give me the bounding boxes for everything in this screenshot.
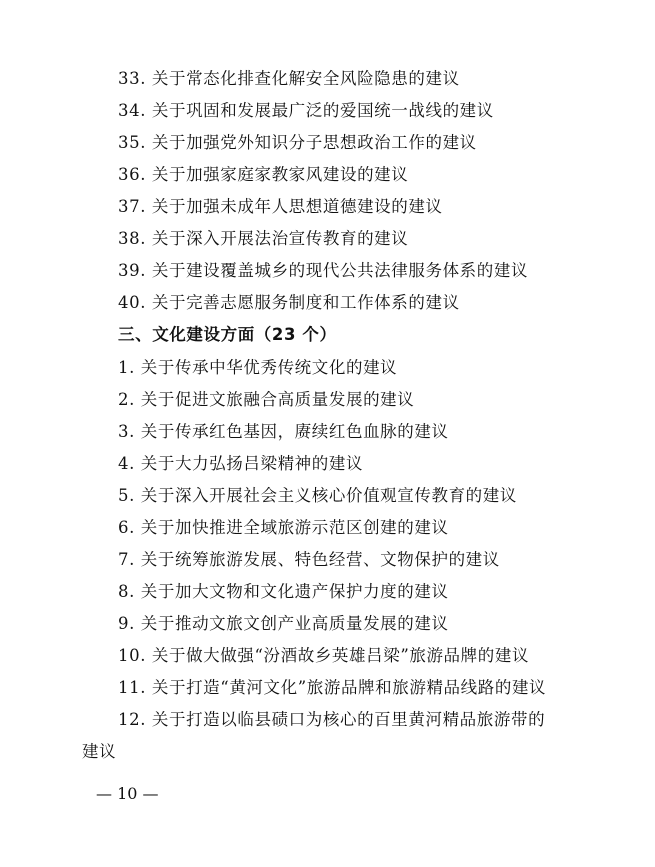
list-item-37: 37. 关于加强未成年人思想道德建设的建议 bbox=[118, 197, 443, 216]
list-item-11: 11. 关于打造“黄河文化”旅游品牌和旅游精品线路的建议 bbox=[118, 678, 547, 697]
list-item-35: 35. 关于加强党外知识分子思想政治工作的建议 bbox=[118, 133, 477, 152]
list-item-3: 3. 关于传承红色基因，赓续红色血脉的建议 bbox=[118, 422, 449, 441]
list-item-12: 12. 关于打造以临县碛口为核心的百里黄河精品旅游带的 bbox=[118, 710, 546, 729]
list-item-5: 5. 关于深入开展社会主义核心价值观宣传教育的建议 bbox=[118, 486, 517, 505]
list-item-1: 1. 关于传承中华优秀传统文化的建议 bbox=[118, 358, 398, 377]
page-number: — 10 — bbox=[96, 784, 159, 803]
list-item-12-continuation: 建议 bbox=[82, 742, 117, 761]
list-item-2: 2. 关于促进文旅融合高质量发展的建议 bbox=[118, 390, 415, 409]
list-item-33: 33. 关于常态化排查化解安全风险隐患的建议 bbox=[118, 69, 460, 88]
list-item-36: 36. 关于加强家庭家教家风建设的建议 bbox=[118, 165, 409, 184]
section-heading: 三、文化建设方面（23 个） bbox=[118, 325, 337, 344]
list-item-7: 7. 关于统筹旅游发展、特色经营、文物保护的建议 bbox=[118, 550, 500, 569]
list-item-9: 9. 关于推动文旅文创产业高质量发展的建议 bbox=[118, 614, 449, 633]
list-item-38: 38. 关于深入开展法治宣传教育的建议 bbox=[118, 229, 409, 248]
list-item-34: 34. 关于巩固和发展最广泛的爱国统一战线的建议 bbox=[118, 101, 494, 120]
list-item-40: 40. 关于完善志愿服务制度和工作体系的建议 bbox=[118, 293, 460, 312]
list-item-10: 10. 关于做大做强“汾酒故乡英雄吕梁”旅游品牌的建议 bbox=[118, 646, 530, 665]
list-item-4: 4. 关于大力弘扬吕梁精神的建议 bbox=[118, 454, 364, 473]
list-item-8: 8. 关于加大文物和文化遗产保护力度的建议 bbox=[118, 582, 449, 601]
list-item-6: 6. 关于加快推进全域旅游示范区创建的建议 bbox=[118, 518, 449, 537]
list-item-39: 39. 关于建设覆盖城乡的现代公共法律服务体系的建议 bbox=[118, 261, 529, 280]
